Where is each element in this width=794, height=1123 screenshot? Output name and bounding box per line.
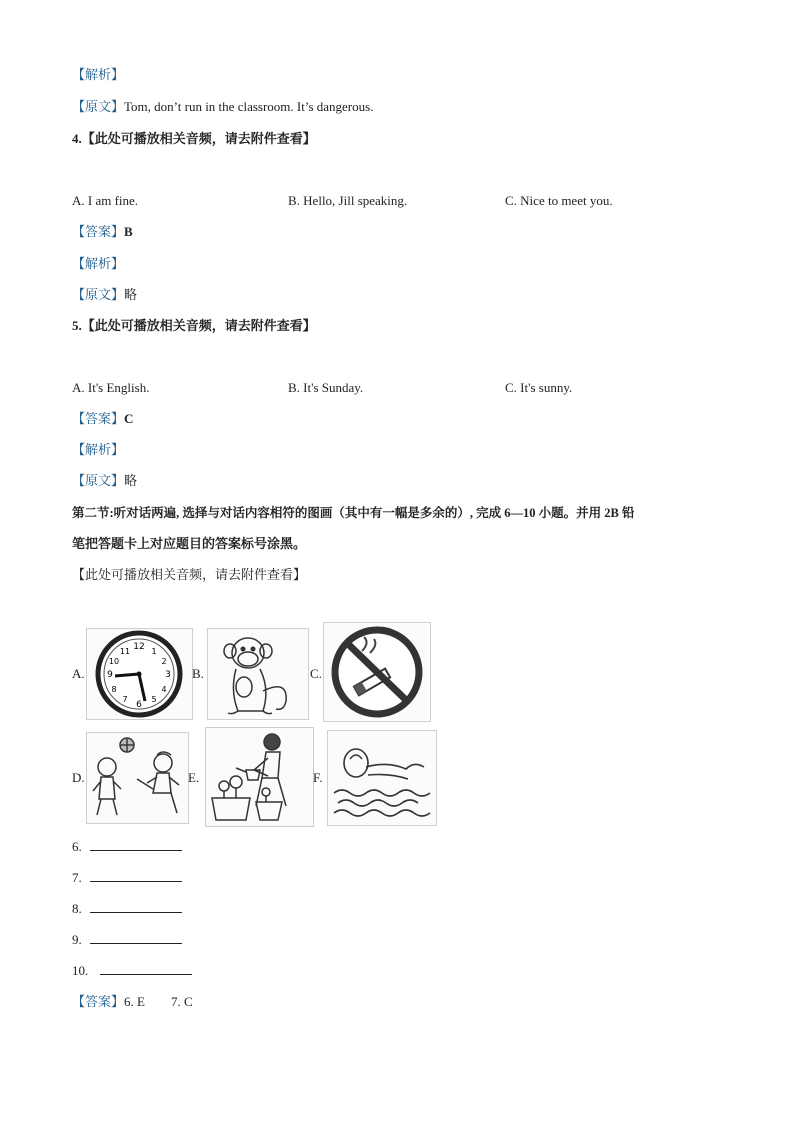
monkey-image [207,628,309,720]
svg-text:10: 10 [108,657,120,666]
q5-option-a: A. It's English. [72,380,150,395]
answer-blank[interactable] [90,931,182,944]
blank-number: 6. [72,839,82,854]
no-smoking-sign-image [323,622,431,722]
blank-10 [72,962,192,980]
transcript-tag: 【原文】 [72,473,125,488]
svg-text:7: 7 [122,695,128,704]
svg-text:3: 3 [165,670,171,680]
blank-number: 7. [72,870,82,885]
q3-analysis-tag: 【解析】 [72,67,125,82]
blank-number: 8. [72,901,82,916]
blank-6 [72,838,182,856]
person-swimming-image [327,730,437,826]
svg-text:1: 1 [151,647,157,656]
blank-8 [72,900,182,918]
q4-analysis-tag: 【解析】 [72,256,125,271]
svg-text:12: 12 [133,642,145,652]
answer-blank[interactable] [90,838,182,851]
boy-watering-flowers-image [205,727,314,827]
svg-text:4: 4 [161,685,167,694]
section2-audio-prompt: 【此处可播放相关音频，请去附件查看】 [72,567,307,582]
picture-label-a: A. [72,666,85,681]
q5-option-c: C. It's sunny. [505,380,573,395]
boys-playing-football-image [86,732,189,824]
section2-instruction-line1: 第二节:听对话两遍, 选择与对话内容相符的图画（其中有一幅是多余的）, 完成 6—10 小题。并用 2B 铅 [72,506,635,520]
picture-label-b: B. [192,666,204,681]
svg-text:2: 2 [161,657,167,666]
q4-prompt: 4.【此处可播放相关音频，请去附件查看】 [72,131,316,146]
q3-transcript [72,98,373,116]
picture-label-c: C. [310,666,322,681]
transcript-text: Tom, don’t run in the classroom. It’s dangerous. [124,99,374,114]
answer-tag: 【答案】 [72,224,125,239]
answer-value: 6. E 7. C [124,994,193,1009]
q5-transcript [72,472,137,490]
q5-analysis-tag: 【解析】 [72,442,125,457]
picture-label-e: E. [188,770,200,785]
clock-image [86,628,193,720]
transcript-text: 略 [124,473,138,488]
q5-answer [72,410,133,428]
answer-value: C [124,411,134,426]
answer-blank[interactable] [90,869,182,882]
svg-text:9: 9 [107,670,113,680]
picture-label-f: F. [313,770,323,785]
svg-text:8: 8 [111,685,117,694]
q4-transcript [72,286,137,304]
blank-number: 9. [72,932,82,947]
transcript-text: 略 [124,287,138,302]
svg-text:11: 11 [119,647,131,656]
q4-option-b: B. Hello, Jill speaking. [288,193,408,208]
q4-answer [72,223,133,241]
answer-tag: 【答案】 [72,994,125,1009]
blank-9 [72,931,182,949]
picture-label-d: D. [72,770,85,785]
answer-tag: 【答案】 [72,411,125,426]
q5-prompt: 5.【此处可播放相关音频，请去附件查看】 [72,318,316,333]
answer-blank[interactable] [100,962,192,975]
blank-number: 10. [72,963,89,978]
svg-text:6: 6 [136,700,142,710]
answer-blank[interactable] [90,900,182,913]
blank-7 [72,869,182,887]
q5-option-b: B. It's Sunday. [288,380,364,395]
section2-instruction-line2: 笔把答题卡上对应题目的答案标号涂黑。 [72,536,307,551]
svg-text:5: 5 [151,695,157,704]
q4-option-c: C. Nice to meet you. [505,193,613,208]
section2-answer [72,993,193,1011]
q4-option-a: A. I am fine. [72,193,139,208]
transcript-tag: 【原文】 [72,287,125,302]
transcript-tag: 【原文】 [72,99,125,114]
answer-value: B [124,224,133,239]
